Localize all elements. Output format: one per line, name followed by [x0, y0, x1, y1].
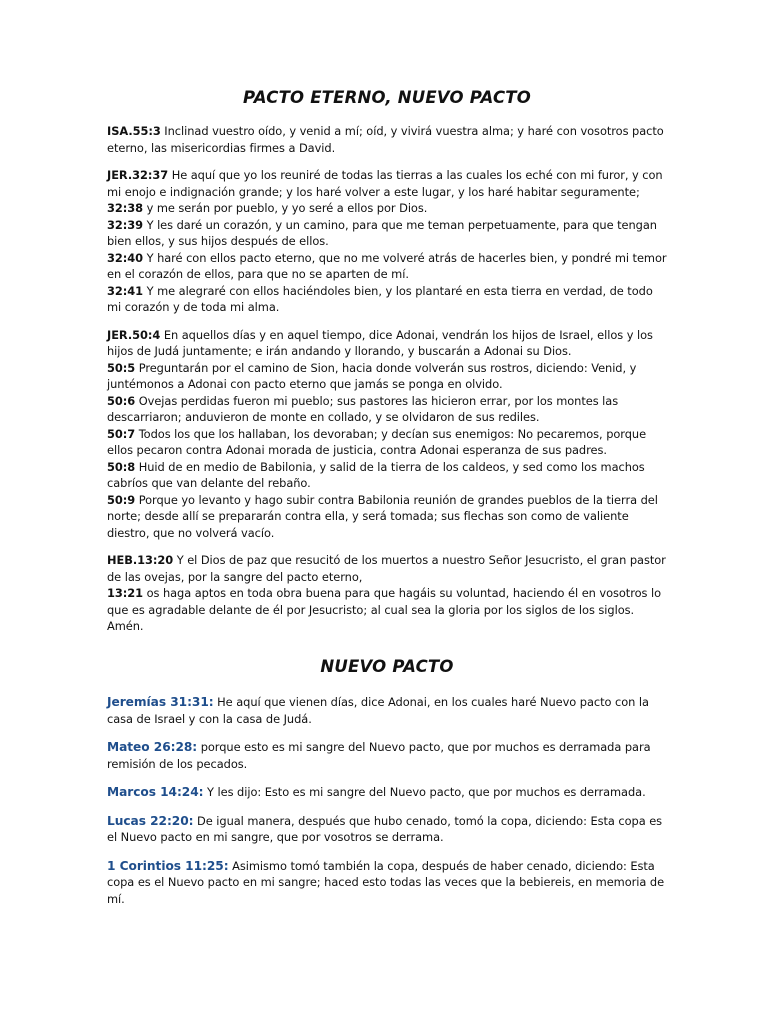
passage-item — [107, 858, 667, 908]
section-nuevo-pacto — [107, 694, 667, 919]
verse-text: Ovejas perdidas fueron mi pueblo; sus pastores las hicieron errar, por los montes las descarriaron; anduvieron de monte en collado, y se olvidaron de sus rediles. — [107, 393, 619, 424]
verse-ref: ISA.55:3 — [107, 124, 161, 138]
verse-ref: 50:5 — [107, 360, 136, 375]
verse-ref: 32:39 — [107, 217, 144, 232]
verse — [107, 217, 667, 250]
verse — [107, 360, 667, 393]
verse-text: Huid de en medio de Babilonia, y salid de la tierra de los caldeos, y sed como los machos cabríos que van delante del rebaño. — [107, 459, 645, 490]
verse-text: Y el Dios de paz que resucitó de los muertos a nuestro Señor Jesucristo, el gran pastor de las ovejas, por la sangre del pacto eterno, — [107, 553, 666, 584]
verse-text: Inclinad vuestro oído, y venid a mí; oíd, y vivirá vuestra alma; y haré con vosotros pacto eterno, las misericordias firmes a David. — [107, 124, 664, 155]
verse-text: porque esto es mi sangre del Nuevo pacto, que por muchos es derramada para remisión de los pecados. — [107, 740, 651, 771]
verse-ref: 32:38 — [107, 201, 144, 215]
verse — [107, 393, 667, 426]
verse — [107, 200, 667, 217]
passage-hebrews — [107, 552, 667, 635]
verse-text: os haga aptos en toda obra buena para que hagáis su voluntad, haciendo él en vosotros lo que es agradable delante de él por Jesucristo; al cual sea la gloria por los siglos de los siglos. Amén. — [107, 586, 662, 633]
verse — [107, 283, 667, 316]
verse-ref: 32:40 — [107, 250, 144, 265]
passage-item — [107, 739, 667, 772]
verse-text: Preguntarán por el camino de Sion, hacia donde volverán sus rostros, diciendo: Venid, y juntémonos a Adonai con pacto eterno que jamás se ponga en olvido. — [107, 360, 637, 391]
verse — [107, 426, 667, 459]
verse — [107, 250, 667, 283]
passage-item — [107, 694, 667, 727]
verse — [107, 459, 667, 492]
verse-ref-link: Marcos 14:24: — [107, 785, 204, 799]
verse — [107, 552, 667, 585]
verse-text: Y les daré un corazón, y un camino, para que me teman perpetuamente, para que tengan bien ellos, y sus hijos después de ellos. — [107, 217, 657, 248]
verse-ref: JER.50:4 — [107, 327, 161, 342]
verse-ref-link: 1 Corintios 11:25: — [107, 858, 229, 873]
section-pacto-eterno — [107, 123, 667, 646]
verse-ref-link: Mateo 26:28: — [107, 740, 198, 754]
passage-item — [107, 813, 667, 846]
verse-ref: 50:6 — [107, 393, 136, 408]
verse-ref: HEB.13:20 — [107, 553, 174, 567]
verse — [107, 327, 667, 360]
verse-text: Y haré con ellos pacto eterno, que no me volveré atrás de hacerles bien, y pondré mi temor en el corazón de ellos, para que no se aparten de mí. — [107, 250, 667, 281]
verse-text: Y les dijo: Esto es mi sangre del Nuevo pacto, que por muchos es derramada. — [203, 785, 646, 799]
verse-ref: 32:41 — [107, 283, 144, 298]
verse-text: De igual manera, después que hubo cenado, tomó la copa, diciendo: Esta copa es el Nuevo pacto en mi sangre, que por vosotros se derrama. — [107, 813, 663, 844]
document-title: PACTO ETERNO, NUEVO PACTO — [243, 88, 531, 107]
passage-isaiah — [107, 123, 667, 156]
verse-text: He aquí que vienen días, dice Adonai, en los cuales haré Nuevo pacto con la casa de Israel y con la casa de Judá. — [107, 695, 649, 726]
verse-ref: JER.32:37 — [107, 168, 169, 182]
passage-item — [107, 784, 667, 801]
verse-text: Todos los que los hallaban, los devoraban; y decían sus enemigos: No pecaremos, porque ellos pecaron contra Adonai morada de justicia, contra Adonai esperanza de sus padres. — [107, 426, 647, 457]
section-title-nuevo-pacto: NUEVO PACTO — [320, 657, 454, 676]
verse-ref-link: Jeremías 31:31: — [107, 695, 214, 709]
verse — [107, 167, 667, 200]
verse-text: Asimismo tomó también la copa, después de haber cenado, diciendo: Esta copa es el Nuevo pacto en mi sangre; haced esto todas las veces que la bebiereis, en memoria de mí. — [107, 858, 665, 906]
verse-text: En aquellos días y en aquel tiempo, dice Adonai, vendrán los hijos de Israel, ellos y los hijos de Judá juntamente; e irán andando y llorando, y buscarán a Adonai su Dios. — [107, 327, 653, 358]
passage-jeremiah-50 — [107, 327, 667, 542]
verse-text: Porque yo levanto y hago subir contra Babilonia reunión de grandes pueblos de la tierra del norte; desde allí se prepararán contra ella, y será tomada; sus flechas son como de valiente diestro, que no volverá vacío. — [107, 492, 658, 540]
verse-ref: 50:9 — [107, 492, 136, 507]
verse-text: Y me alegraré con ellos haciéndoles bien, y los plantaré en esta tierra en verdad, de todo mi corazón y de toda mi alma. — [107, 283, 653, 314]
verse — [107, 585, 667, 635]
verse-ref: 50:7 — [107, 426, 136, 441]
verse-ref: 13:21 — [107, 586, 144, 600]
verse-text: He aquí que yo los reuniré de todas las tierras a las cuales los eché con mi furor, y con mi enojo e indignación grande; y los haré volver a este lugar, y los haré habitar seguramente; — [107, 168, 663, 199]
passage-jeremiah-32 — [107, 167, 667, 316]
verse-ref: 50:8 — [107, 459, 136, 474]
verse — [107, 492, 667, 542]
verse-ref-link: Lucas 22:20: — [107, 813, 194, 828]
verse-text: y me serán por pueblo, y yo seré a ellos por Dios. — [143, 201, 428, 215]
